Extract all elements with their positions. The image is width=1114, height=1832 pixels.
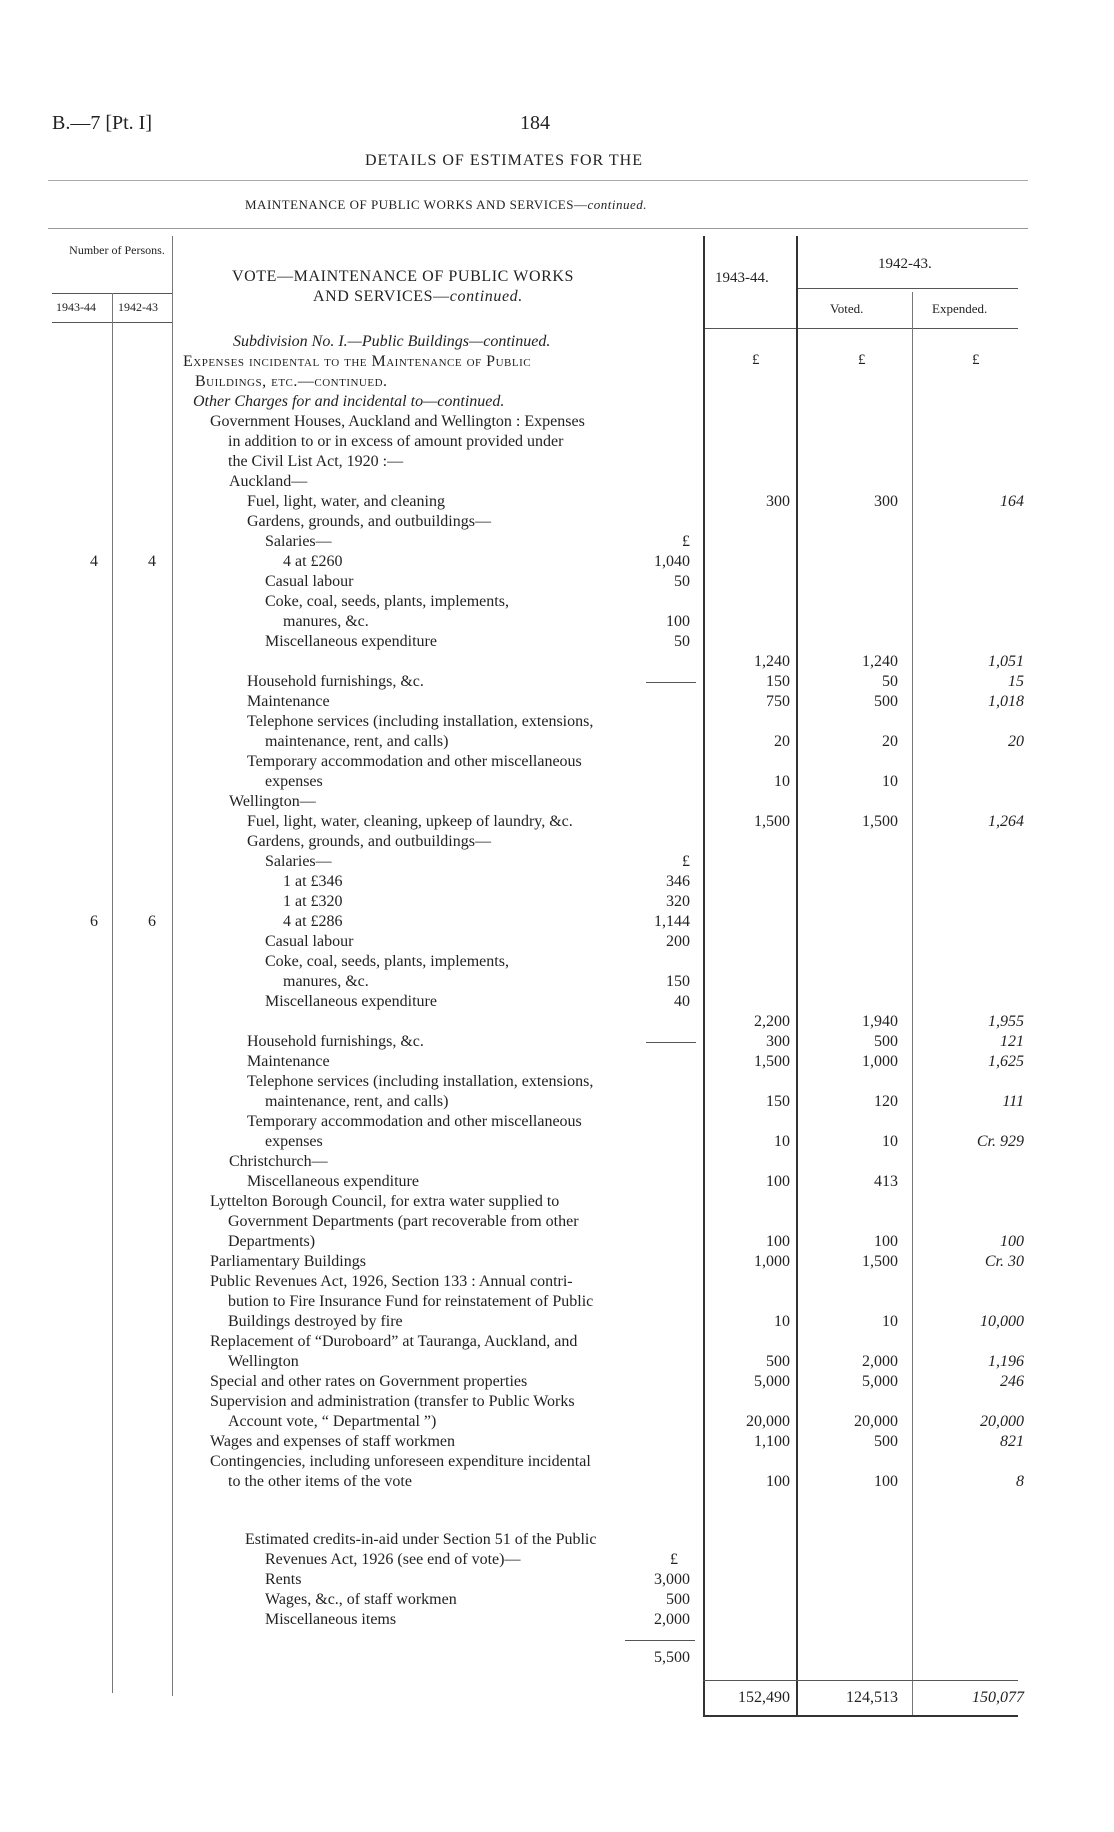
- item-label: Household furnishings, &c.: [247, 673, 424, 690]
- col-1942-header-rule: [796, 288, 1018, 289]
- credits-line1: Estimated credits-in-aid under Section 51 of the Public: [245, 1531, 597, 1548]
- amount-1943-44: 10: [774, 773, 790, 790]
- amount-voted-1942-43: 50: [882, 673, 898, 690]
- item-label: Miscellaneous expenditure: [265, 993, 437, 1010]
- expended-header: Expended.: [932, 301, 988, 316]
- credit-item-label: Miscellaneous items: [265, 1611, 397, 1628]
- persons-1942-header: 1942-43: [118, 300, 158, 314]
- persons-1943-header: 1943-44: [56, 300, 96, 314]
- item-label: Telephone services (including installation, extensions,: [247, 1073, 594, 1090]
- item-label: Christchurch—: [229, 1153, 328, 1170]
- amount-expended-1942-43: 1,018: [988, 693, 1024, 710]
- persons-1943-44: 4: [90, 553, 98, 570]
- item-label: manures, &c.: [283, 613, 369, 630]
- col-rule-persons-right: [172, 236, 173, 1696]
- amount-expended-1942-43: Cr. 30: [984, 1253, 1024, 1270]
- page-subtitle: [245, 197, 647, 213]
- amount-voted-1942-43: 500: [874, 1033, 898, 1050]
- amount-1943-44: 1,240: [754, 653, 790, 670]
- item-subamount: 200: [666, 933, 690, 950]
- item-label: manures, &c.: [283, 973, 369, 990]
- page-number: 184: [520, 112, 550, 134]
- vote-title-line1: VOTE—MAINTENANCE OF PUBLIC WORKS: [232, 268, 575, 285]
- amount-1943-44: 5,000: [754, 1373, 790, 1390]
- credit-item-value: 500: [666, 1591, 690, 1608]
- col-rule-1943-left: [703, 236, 705, 1716]
- col-rule-voted-right: [912, 292, 913, 1716]
- item-label: Maintenance: [247, 1053, 330, 1070]
- item-subamount: 50: [674, 633, 690, 650]
- item-label: Maintenance: [247, 693, 330, 710]
- amount-voted-1942-43: 1,000: [862, 1053, 898, 1070]
- auckland-subtotal-rule: [646, 682, 696, 683]
- item-subamount: 40: [674, 993, 690, 1010]
- amount-1943-44: 20,000: [746, 1413, 790, 1430]
- amount-voted-1942-43: 300: [874, 493, 898, 510]
- item-label: 4 at £286: [283, 913, 343, 930]
- credit-item-label: Wages, &c., of staff workmen: [265, 1591, 457, 1608]
- item-label: Auckland—: [229, 473, 308, 490]
- credits-pound: £: [670, 1551, 678, 1568]
- credits-line2: Revenues Act, 1926 (see end of vote)—: [265, 1551, 521, 1568]
- amount-1943-44: 100: [766, 1233, 790, 1250]
- amount-1943-44: 20: [774, 733, 790, 750]
- amount-expended-1942-43: 8: [1016, 1473, 1024, 1490]
- item-label: Gardens, grounds, and outbuildings—: [247, 513, 491, 530]
- amount-expended-1942-43: 1,264: [988, 813, 1024, 830]
- amount-1943-44: 150: [766, 1093, 790, 1110]
- amount-voted-1942-43: 1,500: [862, 813, 898, 830]
- item-label: Parliamentary Buildings: [210, 1253, 366, 1270]
- pound-expended: £: [972, 352, 980, 368]
- item-label: 1 at £346: [283, 873, 343, 890]
- vote-title-continued: continued.: [449, 288, 523, 305]
- amount-voted-1942-43: 1,500: [862, 1253, 898, 1270]
- total-expended: 150,077: [972, 1689, 1024, 1706]
- amount-1943-44: 100: [766, 1473, 790, 1490]
- header-rule: [48, 228, 1028, 229]
- amount-expended-1942-43: 1,051: [988, 653, 1024, 670]
- item-label: Expenses incidental to the Maintenance of Public: [183, 353, 532, 370]
- item-label: Coke, coal, seeds, plants, implements,: [265, 593, 509, 610]
- item-label: Fuel, light, water, cleaning, upkeep of laundry, &c.: [247, 813, 573, 830]
- col-1943-header: 1943-44.: [715, 270, 769, 286]
- item-label: Buildings, etc.—continued.: [195, 373, 388, 390]
- col-rule-1943-right: [796, 236, 798, 1716]
- amount-voted-1942-43: 2,000: [862, 1353, 898, 1370]
- item-subamount: £: [682, 533, 690, 550]
- item-label: Buildings destroyed by fire: [228, 1313, 403, 1330]
- col-rule-persons-mid: [112, 293, 113, 1693]
- item-label: Miscellaneous expenditure: [247, 1173, 419, 1190]
- item-label: expenses: [265, 1133, 323, 1150]
- amount-voted-1942-43: 10: [882, 1133, 898, 1150]
- item-label: Lyttelton Borough Council, for extra water supplied to: [210, 1193, 560, 1210]
- item-subamount: £: [682, 853, 690, 870]
- amount-expended-1942-43: 20: [1008, 733, 1024, 750]
- amount-1943-44: 750: [766, 693, 790, 710]
- item-label: Wages and expenses of staff workmen: [210, 1433, 456, 1450]
- amount-1943-44: 150: [766, 673, 790, 690]
- item-label: Government Houses, Auckland and Wellington : Expenses: [210, 413, 585, 430]
- amount-expended-1942-43: 1,955: [988, 1013, 1024, 1030]
- subtitle-continued: continued.: [587, 197, 647, 212]
- subtitle-text: MAINTENANCE OF PUBLIC WORKS AND SERVICES—: [245, 197, 588, 212]
- amount-1943-44: 1,500: [754, 813, 790, 830]
- item-label: Temporary accommodation and other miscellaneous: [247, 753, 582, 770]
- amount-1943-44: 1,500: [754, 1053, 790, 1070]
- amount-expended-1942-43: 111: [1002, 1093, 1024, 1110]
- item-subamount: 320: [666, 893, 690, 910]
- amount-voted-1942-43: 10: [882, 1313, 898, 1330]
- total-1943: 152,490: [738, 1689, 790, 1706]
- item-subamount: 50: [674, 573, 690, 590]
- item-subamount: 346: [666, 873, 690, 890]
- item-label: Account vote, “ Departmental ”): [228, 1413, 437, 1430]
- amount-voted-1942-43: 500: [874, 693, 898, 710]
- amount-voted-1942-43: 10: [882, 773, 898, 790]
- item-label: Replacement of “Duroboard” at Tauranga, Auckland, and: [210, 1333, 578, 1350]
- item-label: Salaries—: [265, 853, 332, 870]
- item-label: the Civil List Act, 1920 :—: [228, 453, 404, 470]
- credits-total-rule: [625, 1640, 695, 1641]
- money-header-rule: [703, 328, 1018, 329]
- total-voted: 124,513: [846, 1689, 898, 1706]
- item-label: Special and other rates on Government properties: [210, 1373, 528, 1390]
- item-label: Fuel, light, water, and cleaning: [247, 493, 445, 510]
- pound-voted: £: [858, 352, 866, 368]
- item-label: 1 at £320: [283, 893, 343, 910]
- item-label: Wellington—: [229, 793, 316, 810]
- amount-expended-1942-43: 121: [1000, 1033, 1024, 1050]
- item-label: Other Charges for and incidental to—continued.: [193, 393, 505, 410]
- item-label: Subdivision No. I.—Public Buildings—continued.: [233, 333, 551, 350]
- item-label: expenses: [265, 773, 323, 790]
- item-label: in addition to or in excess of amount provided under: [228, 433, 564, 450]
- amount-voted-1942-43: 20: [882, 733, 898, 750]
- item-label: to the other items of the vote: [228, 1473, 412, 1490]
- item-subamount: 150: [666, 973, 690, 990]
- item-subamount: 1,144: [654, 913, 690, 930]
- amount-expended-1942-43: 15: [1008, 673, 1024, 690]
- amount-expended-1942-43: 1,625: [988, 1053, 1024, 1070]
- item-label: Contingencies, including unforeseen expenditure incidental: [210, 1453, 591, 1470]
- item-label: maintenance, rent, and calls): [265, 733, 449, 750]
- amount-1943-44: 1,100: [754, 1433, 790, 1450]
- item-label: Departments): [228, 1233, 316, 1250]
- credit-item-label: Rents: [265, 1571, 302, 1588]
- vote-title-line2: [313, 288, 523, 306]
- amount-expended-1942-43: 20,000: [980, 1413, 1024, 1430]
- amount-expended-1942-43: 821: [1000, 1433, 1024, 1450]
- amount-expended-1942-43: 10,000: [980, 1313, 1024, 1330]
- amount-expended-1942-43: 1,196: [988, 1353, 1024, 1370]
- item-label: Salaries—: [265, 533, 332, 550]
- item-subamount: 1,040: [654, 553, 690, 570]
- totals-top-rule: [703, 1680, 1018, 1681]
- col-1942-header: 1942-43.: [878, 256, 932, 272]
- amount-voted-1942-43: 1,940: [862, 1013, 898, 1030]
- amount-expended-1942-43: 246: [1000, 1373, 1024, 1390]
- amount-voted-1942-43: 500: [874, 1433, 898, 1450]
- amount-1943-44: 10: [774, 1133, 790, 1150]
- amount-expended-1942-43: 100: [1000, 1233, 1024, 1250]
- persons-1943-44: 6: [90, 913, 98, 930]
- amount-1943-44: 100: [766, 1173, 790, 1190]
- persons-1942-43: 6: [148, 913, 156, 930]
- amount-voted-1942-43: 1,240: [862, 653, 898, 670]
- item-label: Casual labour: [265, 933, 354, 950]
- page-title: DETAILS OF ESTIMATES FOR THE: [365, 152, 643, 169]
- item-label: maintenance, rent, and calls): [265, 1093, 449, 1110]
- amount-1943-44: 500: [766, 1353, 790, 1370]
- amount-expended-1942-43: Cr. 929: [976, 1133, 1024, 1150]
- item-label: Casual labour: [265, 573, 354, 590]
- vote-title-text: AND SERVICES—: [313, 288, 450, 305]
- item-label: Gardens, grounds, and outbuildings—: [247, 833, 491, 850]
- amount-expended-1942-43: 164: [1000, 493, 1024, 510]
- item-label: Public Revenues Act, 1926, Section 133 : Annual contri-: [210, 1273, 573, 1290]
- amount-expended-1942-43: [934, 772, 1024, 792]
- amount-1943-44: 2,200: [754, 1013, 790, 1030]
- credits-total: 5,500: [654, 1649, 690, 1666]
- persons-1942-43: 4: [148, 553, 156, 570]
- item-label: Government Departments (part recoverable from other: [228, 1213, 579, 1230]
- item-label: Temporary accommodation and other miscellaneous: [247, 1113, 582, 1130]
- amount-1943-44: 10: [774, 1313, 790, 1330]
- amount-voted-1942-43: 413: [874, 1173, 898, 1190]
- item-label: bution to Fire Insurance Fund for reinstatement of Public: [228, 1293, 594, 1310]
- item-label: Miscellaneous expenditure: [265, 633, 437, 650]
- credit-item-value: 3,000: [654, 1571, 690, 1588]
- wellington-subtotal-rule: [646, 1042, 696, 1043]
- item-label: Wellington: [228, 1353, 299, 1370]
- amount-1943-44: 1,000: [754, 1253, 790, 1270]
- title-rule: [48, 180, 1028, 181]
- amount-voted-1942-43: 120: [874, 1093, 898, 1110]
- pound-1943: £: [752, 352, 760, 368]
- amount-voted-1942-43: 20,000: [854, 1413, 898, 1430]
- totals-bottom-rule: [703, 1715, 1018, 1717]
- amount-voted-1942-43: 100: [874, 1233, 898, 1250]
- page-code: B.—7 [Pt. I]: [52, 112, 152, 134]
- amount-1943-44: 300: [766, 493, 790, 510]
- item-label: Household furnishings, &c.: [247, 1033, 424, 1050]
- amount-voted-1942-43: 100: [874, 1473, 898, 1490]
- amount-1943-44: 300: [766, 1033, 790, 1050]
- persons-header: Number of Persons.: [69, 243, 165, 257]
- credit-item-value: 2,000: [654, 1611, 690, 1628]
- amount-expended-1942-43: [934, 1172, 1024, 1192]
- voted-header: Voted.: [830, 301, 864, 316]
- item-label: Supervision and administration (transfer to Public Works: [210, 1393, 575, 1410]
- amount-voted-1942-43: 5,000: [862, 1373, 898, 1390]
- item-subamount: 100: [666, 613, 690, 630]
- item-label: Coke, coal, seeds, plants, implements,: [265, 953, 509, 970]
- item-label: Telephone services (including installation, extensions,: [247, 713, 594, 730]
- item-label: 4 at £260: [283, 553, 343, 570]
